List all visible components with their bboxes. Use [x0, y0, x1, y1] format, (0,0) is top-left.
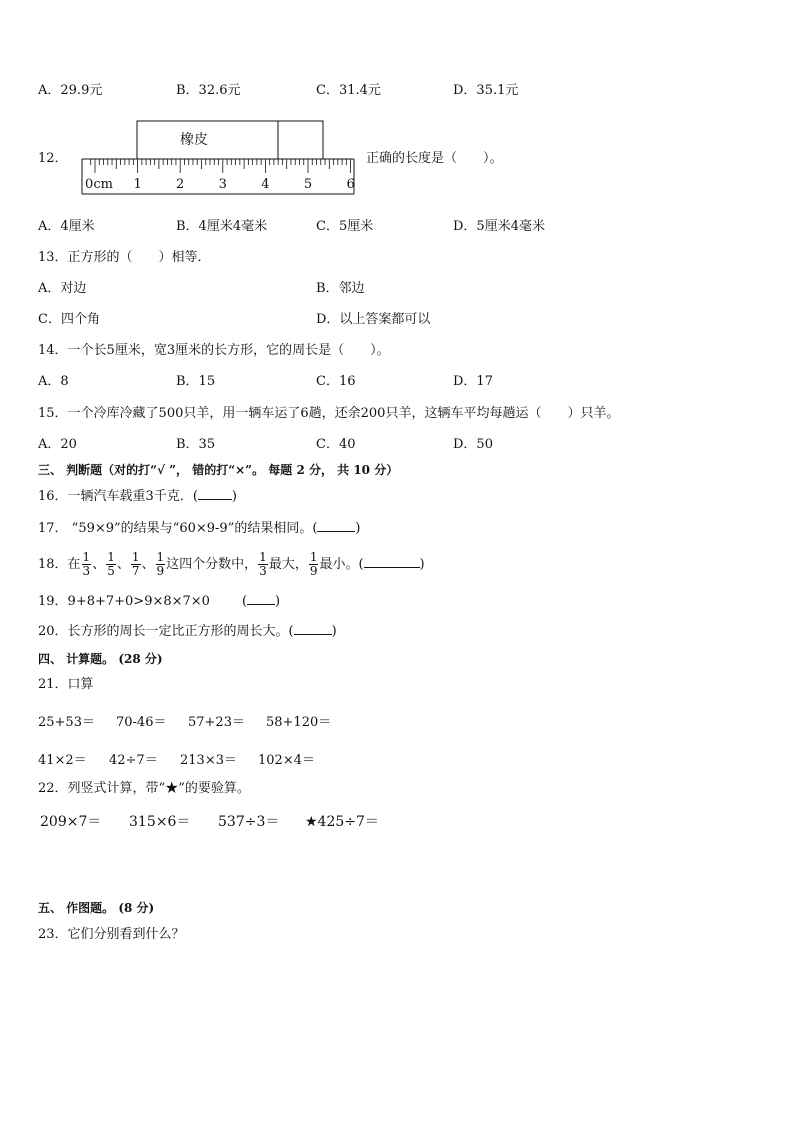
q18-sep-2: 、: [116, 557, 130, 572]
q19-open: (: [241, 594, 248, 609]
q20-end: ): [331, 624, 337, 639]
q12-number: 12．: [38, 151, 68, 166]
q14-option-a: A．8: [38, 374, 69, 389]
q16-answer-blank[interactable]: [198, 499, 232, 500]
q22-item: 537÷3＝: [218, 814, 280, 830]
q18-fraction-small: $\frac{1}{9}$: [309, 550, 318, 578]
q17-answer-blank[interactable]: [317, 531, 355, 532]
q12-option-b: B．4厘米4毫米: [176, 219, 268, 234]
q11-option-b: B．32.6元: [176, 83, 241, 98]
q21-item: 57+23＝: [188, 715, 245, 730]
ruler-label: 6: [346, 177, 355, 192]
ruler-figure: [76, 118, 366, 198]
ruler-label: 2: [176, 177, 185, 192]
q19-end: ): [275, 594, 281, 609]
q16-text: 16．一辆汽车载重3千克．(: [38, 489, 198, 504]
q21-item: 41×2＝: [38, 753, 87, 768]
eraser-end-box: [278, 121, 323, 159]
q14-stem: 14．一个长5厘米，宽3厘米的长方形，它的周长是（ ）。: [38, 343, 390, 358]
q18-fraction-3: $\frac{1}{7}$: [131, 550, 140, 578]
q13-stem: 13．正方形的（ ）相等．: [38, 250, 211, 265]
q12-stem: 正确的长度是（ ）。: [366, 151, 503, 166]
q18-mid: 这四个分数中，: [166, 557, 258, 572]
q16-end: ): [231, 489, 237, 504]
q18-fraction-big: $\frac{1}{3}$: [259, 550, 267, 578]
q23: 23．它们分别看到什么？: [38, 927, 185, 942]
q21-item: 70-46＝: [116, 715, 167, 730]
q22-item: 315×6＝: [129, 814, 191, 830]
q16: [38, 488, 237, 506]
q18-small-text: 最小。(: [319, 557, 364, 572]
q13-option-d: D．以上答案都可以: [316, 312, 431, 327]
q14-option-b: B．15: [176, 374, 216, 389]
ruler-labels: [85, 177, 355, 192]
q21-item: 213×3＝: [180, 753, 237, 768]
q11-option-c: C．31.4元: [316, 83, 381, 98]
q18-answer-blank[interactable]: [364, 567, 420, 568]
section-5-heading: 五、 作图题。 (8 分): [38, 901, 155, 915]
ruler-label: 0cm: [85, 177, 113, 192]
q15-option-d: D．50: [453, 437, 493, 452]
q20-answer-blank[interactable]: [294, 634, 332, 635]
q18-fraction-1: $\frac{1}{3}$: [82, 550, 91, 578]
q18: [38, 547, 425, 583]
q18-sep-1: 、: [92, 557, 106, 572]
q21-item: 25+53＝: [38, 715, 95, 730]
q21-item: 102×4＝: [258, 753, 315, 768]
q17-text: 17． “59×9”的结果与“60×9-9”的结果相同。(: [38, 521, 318, 536]
q12-option-c: C．5厘米: [316, 219, 374, 234]
q15-stem: 15．一个冷库冷藏了500只羊，用一辆车运了6趟，还余200只羊，这辆车平均每趟运（ ）只羊。: [38, 406, 620, 421]
q12-option-a: A．4厘米: [38, 219, 95, 234]
q14-option-c: C．16: [316, 374, 356, 389]
q18-fraction-2: $\frac{1}{5}$: [107, 550, 115, 578]
q15-option-b: B．35: [176, 437, 216, 452]
q20: [38, 623, 337, 641]
eraser-label: 橡皮: [180, 132, 208, 148]
q22-item: ★425÷7＝: [305, 814, 379, 830]
q18-prefix: 18．在: [38, 557, 81, 572]
q13-option-c: C．四个角: [38, 312, 100, 327]
q11-option-a: A．29.9元: [38, 83, 103, 98]
q13-option-b: B．邻边: [316, 281, 365, 296]
q22-item: 209×7＝: [40, 814, 102, 830]
q15-option-c: C．40: [316, 437, 356, 452]
q19: [38, 593, 280, 611]
q22-title: 22．列竖式计算，带“★”的要验算。: [38, 781, 250, 796]
q21-item: 42÷7＝: [109, 753, 158, 768]
q19-answer-blank[interactable]: [247, 604, 275, 605]
q12-option-d: D．5厘米4毫米: [453, 219, 545, 234]
ruler-label: 4: [261, 177, 270, 192]
section-3-heading: 三、 判断题（对的打“√ ”， 错的打“×”。 每题 2 分， 共 10 分）: [38, 463, 399, 477]
q19-text: 19．9+8+7+0>9×8×7×0: [38, 594, 210, 609]
q15-option-a: A．20: [38, 437, 77, 452]
q11-option-d: D．35.1元: [453, 83, 519, 98]
q14-option-d: D．17: [453, 374, 493, 389]
q18-sep-3: 、: [141, 557, 155, 572]
q17: [38, 520, 360, 538]
q17-end: ): [355, 521, 361, 536]
ruler-label: 1: [133, 177, 142, 192]
section-4-heading: 四、 计算题。 (28 分): [38, 652, 163, 666]
ruler-label: 5: [303, 177, 313, 192]
q18-big-text: 最大，: [268, 557, 308, 572]
q20-text: 20．长方形的周长一定比正方形的周长大。(: [38, 624, 294, 639]
q18-fraction-4: $\frac{1}{9}$: [156, 550, 165, 578]
q21-item: 58+120＝: [266, 715, 332, 730]
q21-title: 21．口算: [38, 677, 94, 692]
q18-end: ): [419, 557, 425, 572]
q13-option-a: A．对边: [38, 281, 87, 296]
ruler-ticks: [91, 159, 351, 173]
ruler-label: 3: [218, 177, 227, 192]
